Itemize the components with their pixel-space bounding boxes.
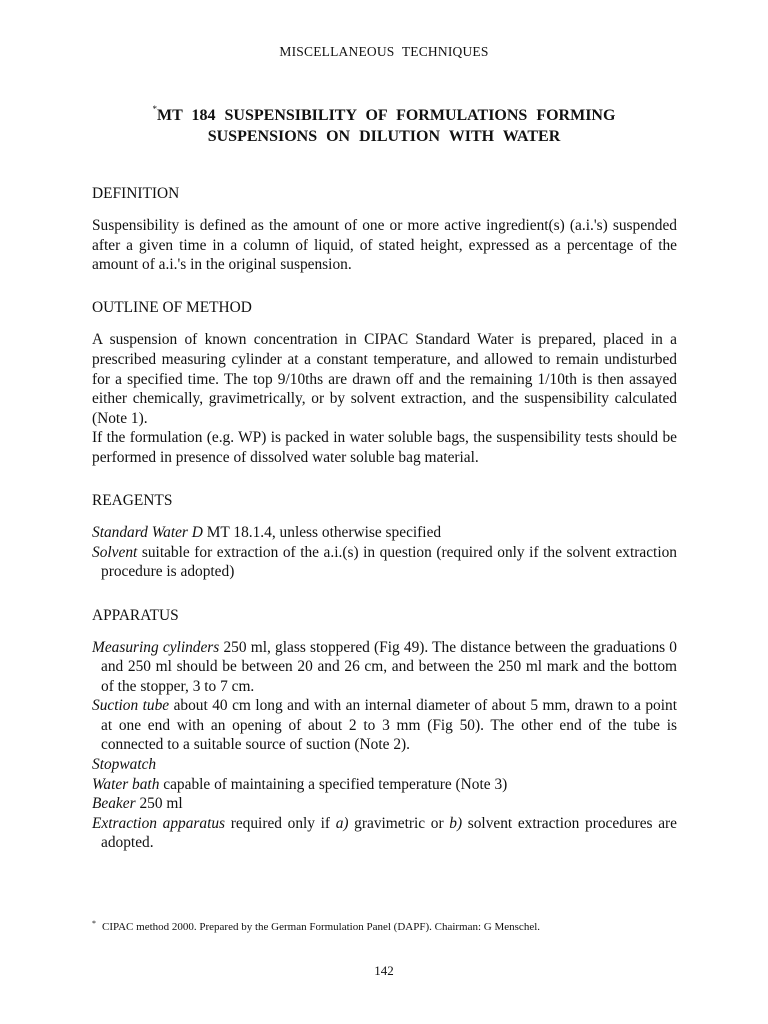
reagent-term: Standard Water D — [92, 524, 203, 542]
apparatus-term: Stopwatch — [92, 756, 157, 774]
apparatus-item — [92, 775, 677, 795]
apparatus-description: 250 ml — [135, 795, 183, 813]
apparatus-term: Beaker — [92, 795, 136, 813]
definition-heading: DEFINITION — [92, 185, 180, 202]
definition-paragraph: Suspensibility is defined as the amount of one or more active ingredient(s) (a.i.'s) suspended after a given time in a column of liquid, of stated height, expressed as a percentage of the amount of a.i.'s in the original suspension. — [92, 217, 677, 274]
apparatus-term: Suction tube — [92, 697, 170, 715]
apparatus-term: Extraction apparatus — [92, 814, 226, 832]
apparatus-description: capable of maintaining a specified temperature (Note 3) — [159, 775, 508, 793]
method-title-line-2: SUSPENSIONS ON DILUTION WITH WATER — [207, 128, 561, 145]
title-footnote-marker: * — [152, 104, 158, 114]
footnote-marker: * — [92, 919, 96, 928]
method-title — [92, 105, 676, 147]
apparatus-item — [92, 638, 677, 697]
reagents-heading: REAGENTS — [92, 492, 173, 510]
reagent-description: suitable for extraction of the a.i.(s) in question (required only if the solvent extraction procedure is adopted) — [101, 543, 677, 581]
reagent-item — [92, 523, 677, 543]
method-title-line-1 — [92, 105, 676, 126]
apparatus-description: 250 ml, glass stoppered (Fig 49). The distance between the graduations 0 and 250 ml should be between 20 and 26 cm, and between the 250 ml mark and the bottom of the stopper, 3 to 7 cm. — [101, 638, 678, 695]
reagent-term: Solvent — [92, 543, 138, 561]
apparatus-description: about 40 cm long and with an internal diameter of about 5 mm, drawn to a point at one end with an opening of about 2 to 3 mm (Fig 50). The other end of the tube is connected to a suitable source of suction (Note 2). — [101, 697, 677, 754]
apparatus-item — [92, 755, 677, 775]
outline-paragraph-1: A suspension of known concentration in CIPAC Standard Water is prepared, placed in a prescribed measuring cylinder at a constant temperature, and allowed to remain undisturbed for a specified time. The top 9/10ths are drawn off and the remaining 1/10th is then assayed either chemically, gravimetrically, or by solvent extraction, and the suspensibility calculated (Note 1). — [92, 331, 677, 427]
apparatus-list — [92, 638, 677, 854]
outline-heading: OUTLINE OF METHOD — [92, 299, 252, 317]
reagent-item — [92, 543, 677, 582]
apparatus-term: Measuring cylinders — [92, 638, 220, 656]
apparatus-description: required only if — [225, 814, 336, 832]
document-body — [92, 180, 677, 873]
apparatus-heading: APPARATUS — [92, 606, 179, 624]
apparatus-item — [92, 814, 677, 853]
running-header: MISCELLANEOUS TECHNIQUES — [279, 44, 489, 59]
option-label: b) — [449, 814, 463, 832]
page-number: 142 — [374, 963, 394, 978]
apparatus-item — [92, 696, 677, 755]
apparatus-item — [92, 794, 677, 814]
reagent-description: MT 18.1.4, unless otherwise specified — [202, 524, 442, 542]
option-label: a) — [335, 814, 349, 832]
apparatus-description: solvent extraction procedures are adopted. — [101, 814, 677, 852]
apparatus-description: gravimetric or — [348, 814, 450, 832]
outline-paragraph-2: If the formulation (e.g. WP) is packed in water soluble bags, the suspensibility tests should be performed in presence of dissolved water soluble bag material. — [92, 429, 677, 466]
footnote — [92, 921, 677, 933]
apparatus-term: Water bath — [92, 775, 160, 793]
method-title-line-1-text: MT 184 SUSPENSIBILITY OF FORMULATIONS FORMING — [157, 107, 616, 124]
footnote-text: CIPAC method 2000. Prepared by the German Formulation Panel (DAPF). Chairman: G Menschel. — [102, 921, 541, 933]
reagents-list — [92, 523, 677, 582]
